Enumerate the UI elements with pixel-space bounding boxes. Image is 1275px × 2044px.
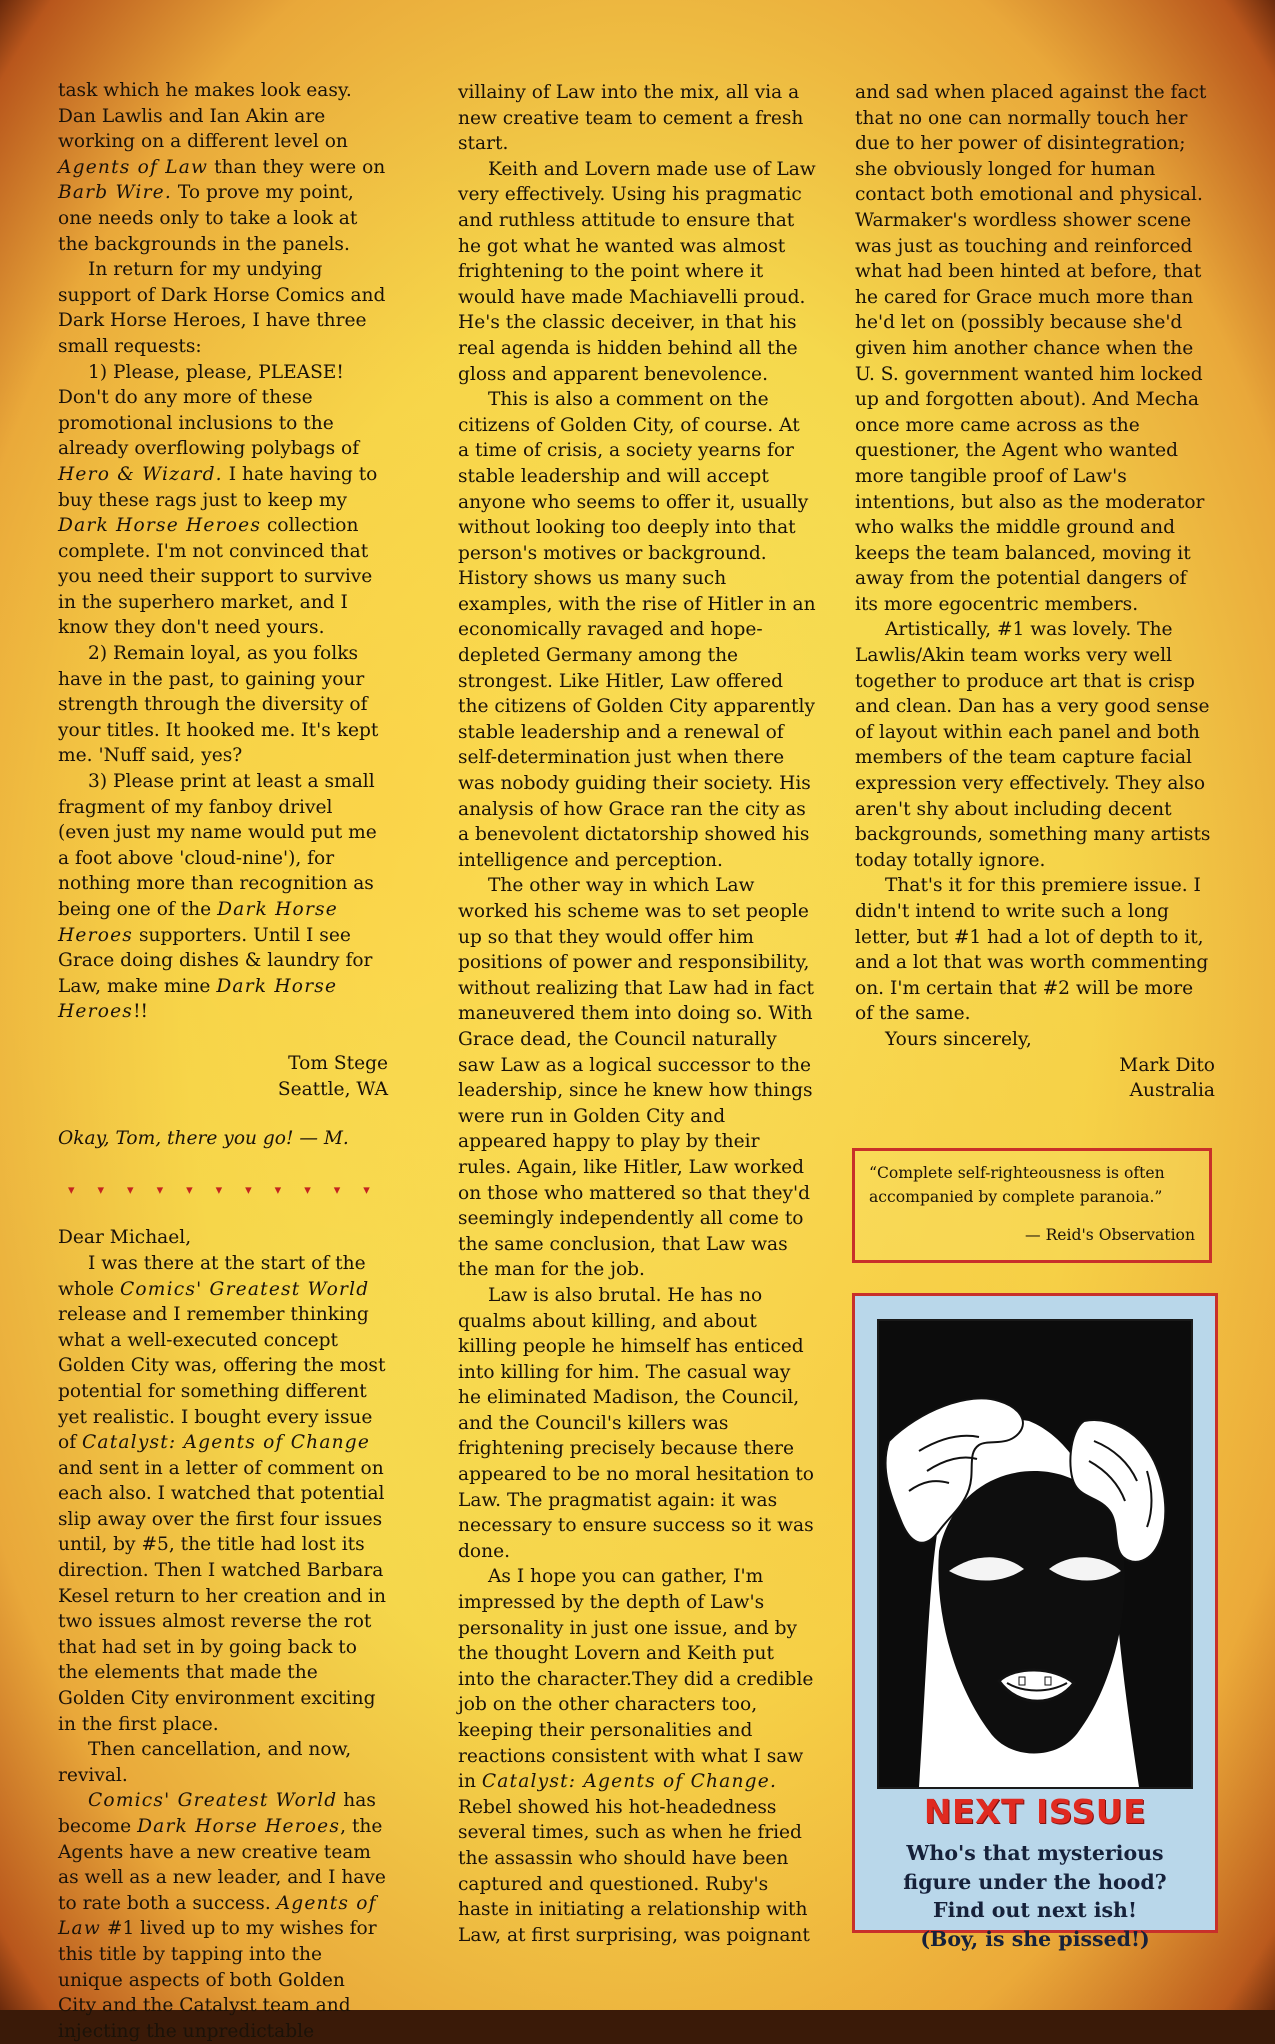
- letters-column-1: [58, 78, 393, 2044]
- letter-paragraph: 2) Remain loyal, as you folks have in the past, to gaining your strength through the diversity of your titles. It hooked me. It's kept me. 'Nuff said, yes?: [58, 643, 379, 767]
- teaser-line: (Boy, is she pissed!): [920, 1926, 1150, 1951]
- next-issue-title: NEXT ISSUE: [923, 1792, 1147, 1831]
- letter-paragraph: Law is also brutal. He has no qualms about killing, and about killing people he himself has enticed into killing for him. The casual way he eliminated Madison, the Council, and the Council's killers was frightening precisely because there appeared to be no moral hesitation to Law. The pragmatist again: it was necessary to ensure success so it was done.: [458, 1284, 815, 1562]
- letter-paragraph: Then cancellation, and now, revival.: [58, 1739, 352, 1786]
- teaser-line: Who's that mysterious: [906, 1841, 1164, 1865]
- next-issue-teaser: [855, 1839, 1215, 1953]
- letter-paragraph: In return for my undying support of Dark Horse Comics and Dark Horse Heroes, I have three small requests:: [58, 259, 386, 357]
- letter-salutation: Dear Michael,: [58, 1227, 192, 1249]
- hooded-figure-illustration: [877, 1319, 1193, 1789]
- letter-signature-name: Tom Stege: [288, 1052, 388, 1074]
- quote-box: [852, 1148, 1212, 1263]
- letter-paragraph: This is also a comment on the citizens of Golden City, of course. At a time of crisis, a society yearns for stable leadership and will accept anyone who seems to offer it, usually without looking too deeply into that person's motives or background. History shows us many such examples, with the rise of Hitler in an economically ravaged and hope-depleted Germany among the strongest. Like Hitler, Law offered the citizens of Golden City apparently stable leadership and a renewal of self-determination just when there was nobody guiding their society. His analysis of how Grace ran the city as a benevolent dictatorship showed his intelligence and perception.: [458, 389, 816, 871]
- teaser-line: figure under the hood?: [903, 1869, 1167, 1894]
- quote-text: “Complete self-righteousness is often accompanied by complete paranoia.”: [869, 1164, 1165, 1206]
- letter-paragraph: I was there at the start of the whole Comics' Greatest World release and I remember thinking what a well-executed concept Golden City was, offering the most potential for something different yet realistic. I bought every issue of Catalyst: Agents of Change and sent in a letter of comment on each also. I watched that potential slip away over the first four issues until, by #5, the title had lost its direction. Then I watched Barbara Kesel return to her creation and in two issues almost reverse the rot that had set in by going back to the elements that made the Golden City environment exciting in the first place.: [58, 1252, 386, 1735]
- letter-signature-name: Mark Dito: [1119, 1054, 1215, 1076]
- letter-paragraph: As I hope you can gather, I'm impressed by the depth of Law's personality in just one issue, and by the thought Lovern and Keith put into the character.They did a credible job on the other characters too, keeping their personalities and reactions consistent with what I saw in Catalyst: Agents of Change. Rebel showed his hot-headedness several times, such as when he fried the assassin who should have been captured and questioned. Ruby's haste in initiating a relationship with Law, at first surprising, was poignant: [458, 1566, 814, 1946]
- letter-paragraph: That's it for this premiere issue. I didn't intend to write such a long letter, but #1 had a lot of depth to it, and a lot that was worth commenting on. I'm certain that #2 will be more of the same.: [855, 875, 1209, 1025]
- letter-paragraph: The other way in which Law worked his scheme was to set people up so that they would offer him positions of power and responsibility, without realizing that Law had in fact maneuvered them into doing so. With Grace dead, the Council naturally saw Law as a logical successor to the leadership, since he knew how things were run in Golden City and appeared happy to play by their rules. Again, like Hitler, Law worked on those who mattered so that they'd seemingly independently all come to the same conclusion, that Law was the man for the job.: [458, 875, 814, 1281]
- letter-paragraph: 3) Please print at least a small fragment of my fanboy drivel (even just my name would put me a foot above 'cloud-nine'), for nothing more than recognition as being one of the Dark Horse Heroes supporters. Until I see Grace doing dishes & laundry for Law, make mine Dark Horse Heroes!!: [58, 771, 377, 1023]
- letter-paragraph: task which he makes look easy. Dan Lawlis and Ian Akin are working on a different level on Agents of Law than they were on Barb Wire. To prove my point, one needs only to take a look at the backgrounds in the panels.: [58, 80, 386, 255]
- letters-column-3: [855, 80, 1215, 1104]
- letter-signature-place: Australia: [1129, 1080, 1215, 1102]
- quote-attribution: — Reid's Observation: [1025, 1226, 1195, 1244]
- letter-signature-place: Seattle, WA: [277, 1078, 388, 1100]
- editor-reply: Okay, Tom, there you go! — M.: [58, 1128, 349, 1150]
- letter-closing: Yours sincerely,: [885, 1028, 1032, 1050]
- divider-ornament: ▾▾▾▾▾▾▾▾▾▾▾: [68, 1182, 393, 1198]
- letter-paragraph: villainy of Law into the mix, all via a new creative team to cement a fresh start.: [458, 82, 804, 155]
- letters-column-2: [458, 80, 816, 1948]
- mask-shape: [938, 1471, 1124, 1754]
- next-issue-box: [852, 1293, 1218, 1951]
- letter-paragraph: Artistically, #1 was lovely. The Lawlis/Akin team works very well together to produce art that is crisp and clean. Dan has a very good sense of layout within each panel and both members of the team capture facial expression very effectively. They also aren't shy about including decent backgrounds, something many artists today totally ignore.: [855, 619, 1211, 871]
- letter-paragraph: Keith and Lovern made use of Law very effectively. Using his pragmatic and ruthless attitude to ensure that he got what he wanted was almost frightening to the point where it would have made Machiavelli proud. He's the classic deceiver, in that his real agenda is hidden behind all the gloss and apparent benevolence.: [458, 158, 816, 385]
- teaser-line: Find out next ish!: [933, 1898, 1137, 1922]
- letter-paragraph: 1) Please, please, PLEASE! Don't do any more of these promotional inclusions to the already overflowing polybags of Hero & Wizard. I hate having to buy these rags just to keep my Dark Horse Heroes collection complete. I'm not convinced that you need their support to survive in the superhero market, and I know they don't need yours.: [58, 361, 378, 639]
- letter-paragraph: Comics' Greatest World has become Dark Horse Heroes, the Agents have a new creative team as well as a new leader, and I have to rate both a success. Agents of Law #1 lived up to my wishes for this title by tapping into the unique aspects of both Golden City and the Catalyst team and injecting the unpredictable: [58, 1790, 386, 2042]
- letter-paragraph: and sad when placed against the fact that no one can normally touch her due to her power of disintegration; she obviously longed for human contact both emotional and physical. Warmaker's wordless shower scene was just as touching and reinforced what had been hinted at before, that he cared for Grace much more than he'd let on (possibly because she'd given him another chance when the U. S. government wanted him locked up and forgotten about). And Mecha once more came across as the questioner, the Agent who wanted more tangible proof of Law's intentions, but also as the moderator who walks the middle ground and keeps the team balanced, moving it away from the potential dangers of its more egocentric members.: [855, 82, 1207, 615]
